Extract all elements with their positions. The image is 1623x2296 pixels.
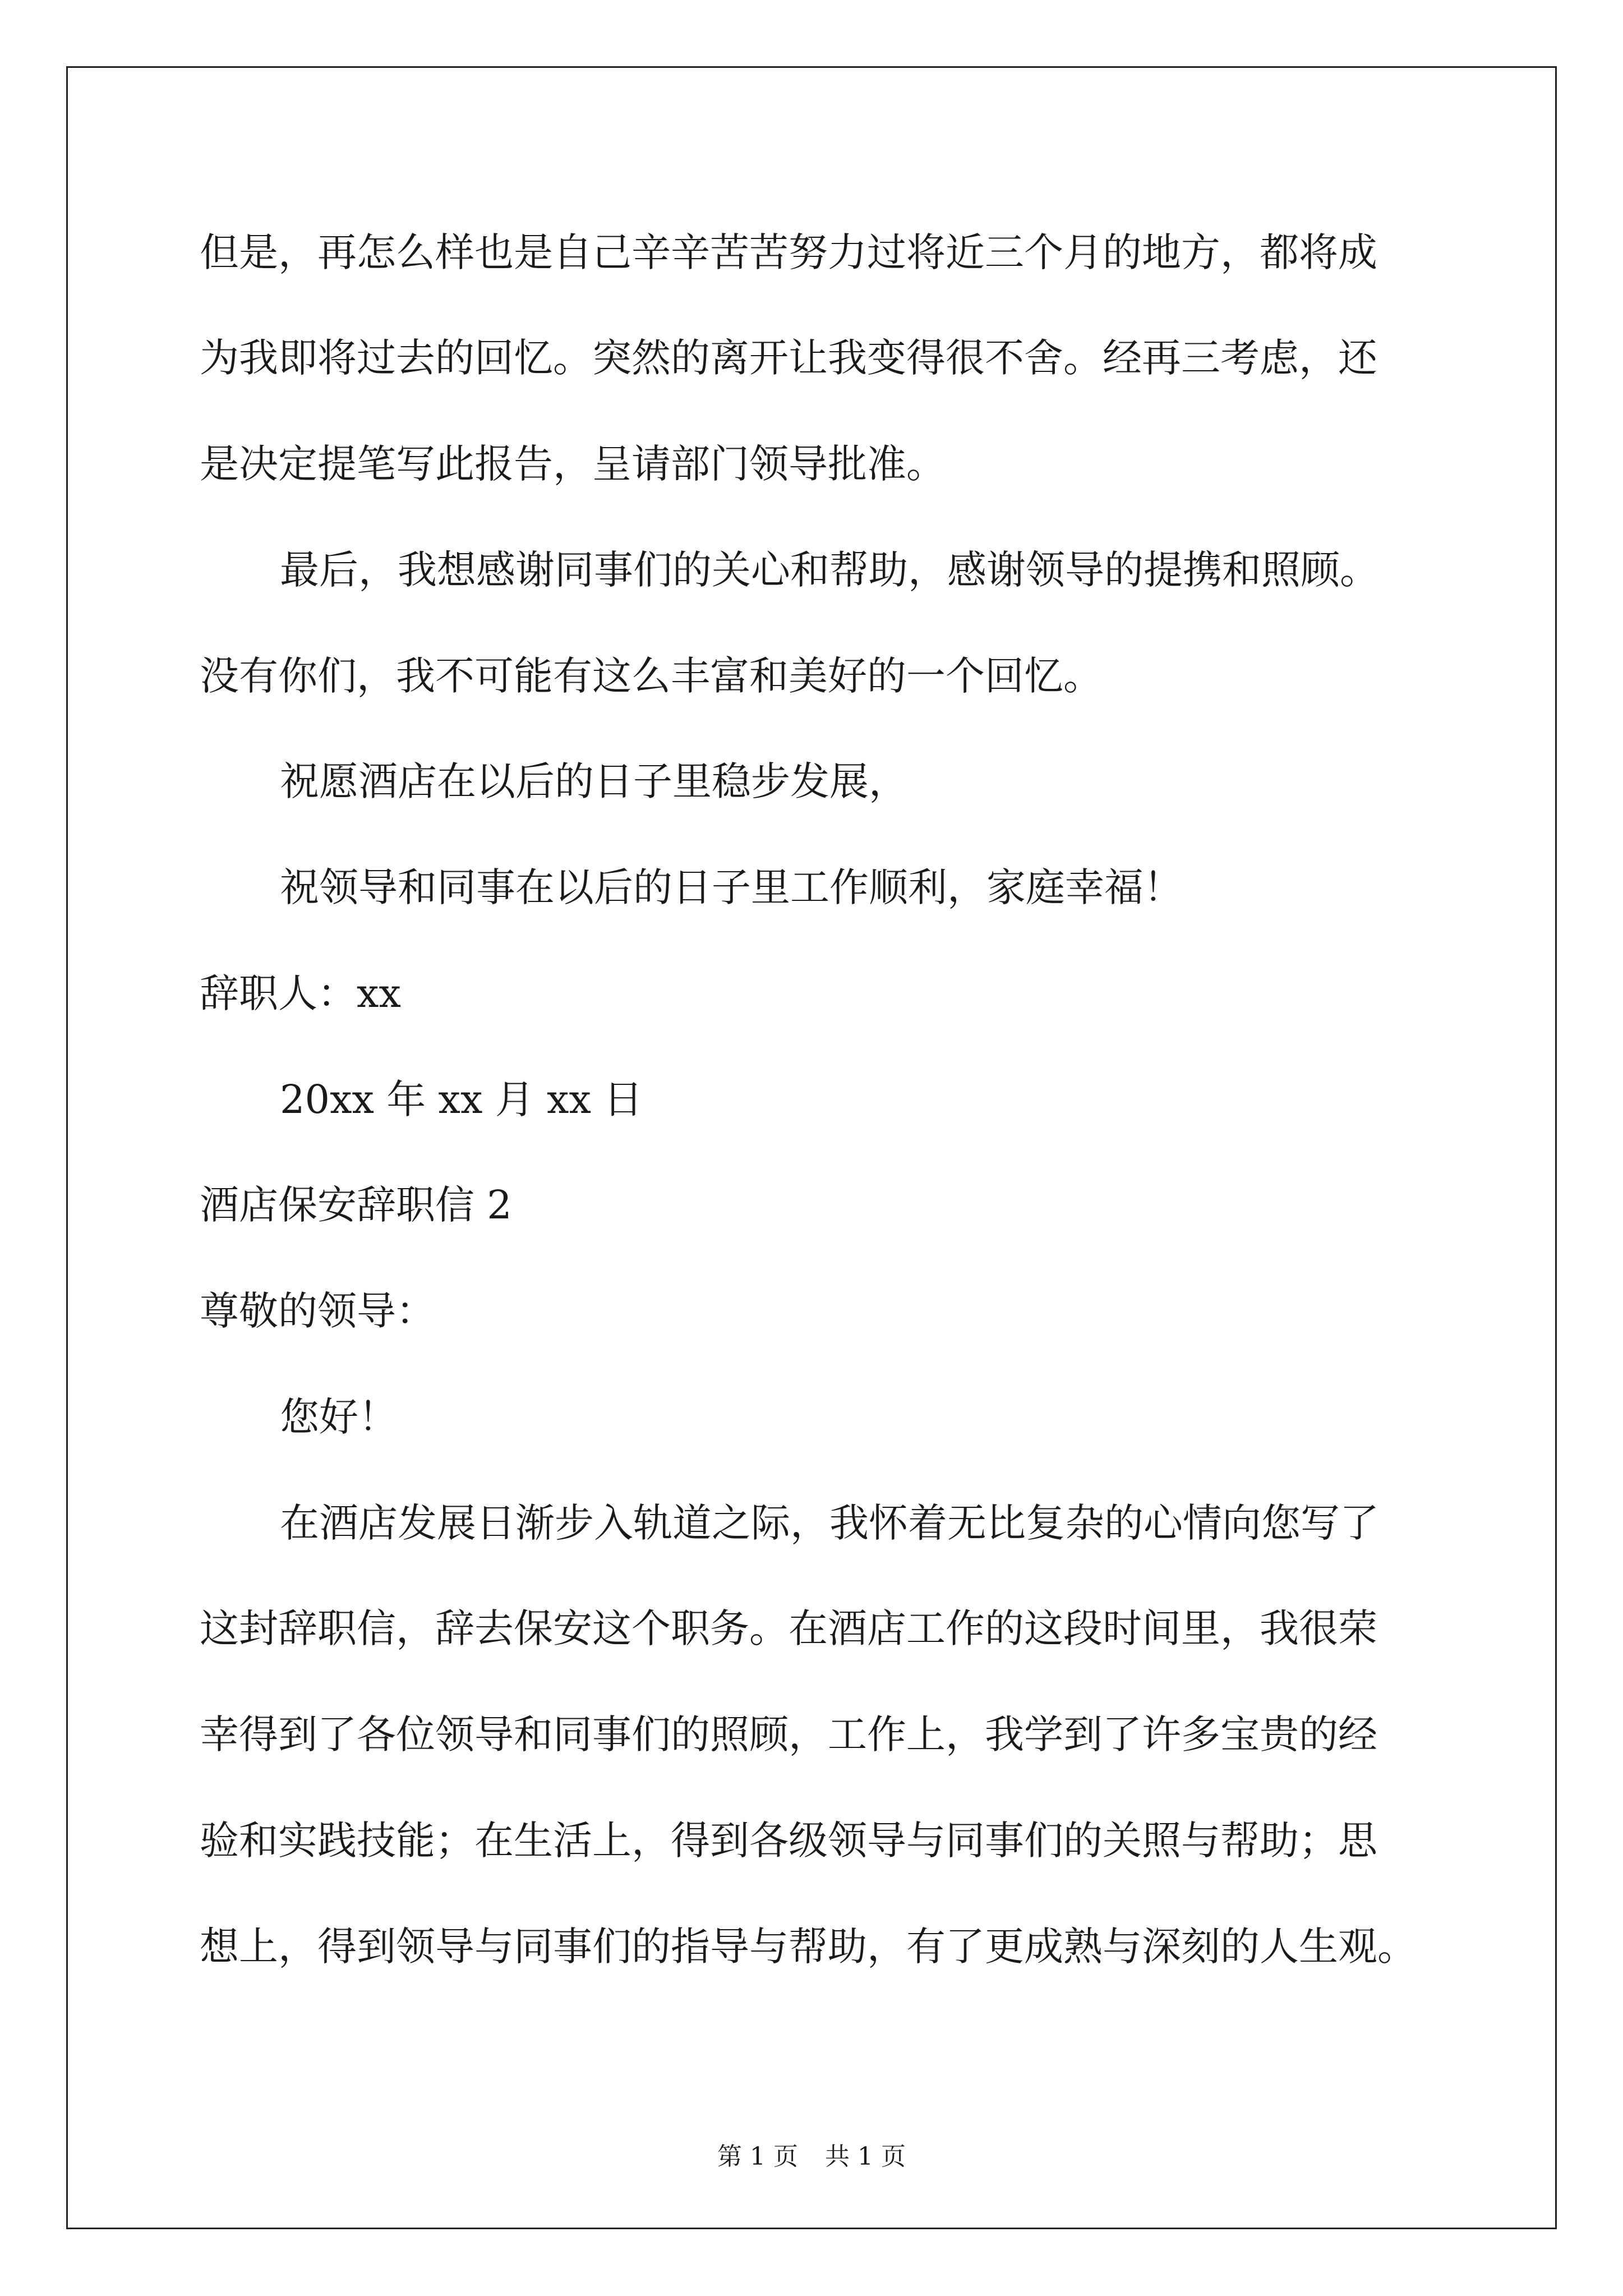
section-title: 酒店保安辞职信 2 (200, 1182, 512, 1228)
signature-line: 辞职人：xx (200, 970, 401, 1016)
paragraph-line: 是决定提笔写此报告，呈请部门领导批准。 (200, 441, 946, 487)
paragraph-line: 祝领导和同事在以后的日子里工作顺利，家庭幸福！ (280, 864, 1183, 910)
page-number-current: 第 1 页 (717, 2142, 798, 2171)
paragraph-line: 验和实践技能；在生活上，得到各级领导与同事们的关照与帮助；思 (200, 1818, 1377, 1864)
paragraph-line: 这封辞职信，辞去保安这个职务。在酒店工作的这段时间里，我很荣 (200, 1605, 1377, 1651)
page-footer (0, 2136, 1623, 2172)
paragraph-line: 为我即将过去的回忆。突然的离开让我变得很不舍。经再三考虑，还 (200, 335, 1377, 381)
page-border (66, 66, 1557, 2229)
greeting: 您好！ (280, 1394, 398, 1440)
paragraph-line: 幸得到了各位领导和同事们的照顾，工作上，我学到了许多宝贵的经 (200, 1711, 1377, 1757)
date-line: 20xx 年 xx 月 xx 日 (280, 1076, 643, 1122)
paragraph-line: 在酒店发展日渐步入轨道之际，我怀着无比复杂的心情向您写了 (280, 1500, 1379, 1546)
paragraph-line: 最后，我想感谢同事们的关心和帮助，感谢领导的提携和照顾。 (280, 547, 1379, 593)
salutation: 尊敬的领导： (200, 1288, 435, 1334)
paragraph-line: 想上，得到领导与同事们的指导与帮助，有了更成熟与深刻的人生观。 (200, 1924, 1417, 1970)
paragraph-line: 祝愿酒店在以后的日子里稳步发展， (280, 758, 908, 804)
paragraph-line: 但是，再怎么样也是自己辛辛苦苦努力过将近三个月的地方，都将成 (200, 229, 1377, 275)
page-number-total: 共 1 页 (825, 2142, 906, 2171)
paragraph-line: 没有你们，我不可能有这么丰富和美好的一个回忆。 (200, 653, 1103, 699)
